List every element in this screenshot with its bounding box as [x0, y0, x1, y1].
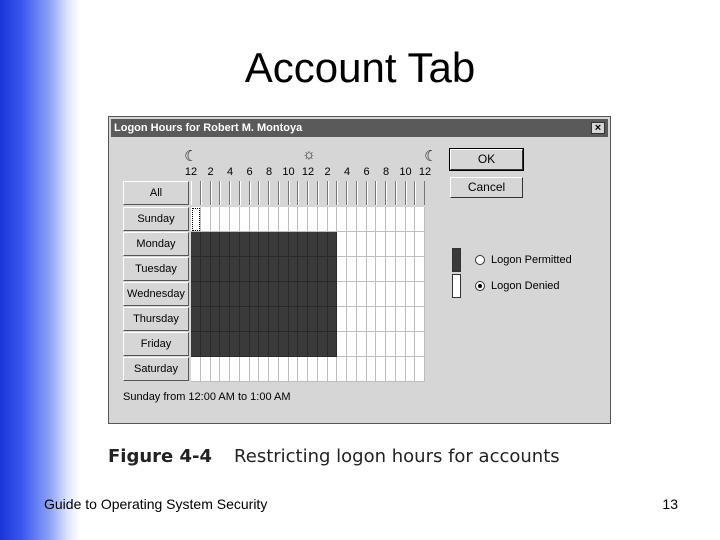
hour-column-header[interactable] [250, 181, 260, 205]
hour-cell[interactable] [240, 257, 250, 282]
hour-cell[interactable] [230, 207, 240, 232]
hour-cell[interactable] [230, 257, 240, 282]
hour-column-header[interactable] [376, 181, 386, 205]
hour-cell[interactable] [250, 357, 260, 382]
hour-cell[interactable] [357, 232, 367, 257]
hour-column-header[interactable] [337, 181, 347, 205]
day-button-saturday[interactable]: Saturday [123, 357, 189, 381]
day-button-thursday[interactable]: Thursday [123, 307, 189, 331]
permitted-swatch [452, 248, 461, 272]
hour-tick-label: 2 [324, 166, 331, 178]
hour-column-header[interactable] [191, 181, 201, 205]
hour-cell[interactable] [367, 282, 377, 307]
hour-cell[interactable] [211, 232, 221, 257]
hour-cell[interactable] [211, 282, 221, 307]
hour-cell[interactable] [318, 307, 328, 332]
hour-cell[interactable] [289, 232, 299, 257]
hour-tick-label: 12 [301, 166, 315, 178]
hour-cell[interactable] [201, 282, 211, 307]
hour-cell[interactable] [308, 332, 318, 357]
hour-column-header[interactable] [279, 181, 289, 205]
hour-column-header[interactable] [406, 181, 416, 205]
hour-cell[interactable] [230, 357, 240, 382]
hour-cell[interactable] [250, 257, 260, 282]
hour-column-header[interactable] [308, 181, 318, 205]
hour-cell[interactable] [376, 207, 386, 232]
hour-cell[interactable] [415, 307, 425, 332]
day-button-monday[interactable]: Monday [123, 232, 189, 256]
hour-cell[interactable] [298, 357, 308, 382]
hour-column-header[interactable] [269, 181, 279, 205]
hour-cell[interactable] [269, 357, 279, 382]
hour-cell[interactable] [337, 332, 347, 357]
hour-cell[interactable] [298, 282, 308, 307]
ok-button[interactable]: OK [450, 149, 523, 170]
hour-column-header[interactable] [220, 181, 230, 205]
logon-permitted-option[interactable] [475, 254, 572, 266]
hour-cell[interactable] [211, 257, 221, 282]
hour-cell[interactable] [347, 257, 357, 282]
hour-cell[interactable] [318, 257, 328, 282]
hour-cell[interactable] [220, 282, 230, 307]
day-button-wednesday[interactable]: Wednesday [123, 282, 189, 306]
hour-cell[interactable] [318, 357, 328, 382]
hour-cell[interactable] [289, 282, 299, 307]
hour-cell[interactable] [308, 282, 318, 307]
hour-cell[interactable] [211, 207, 221, 232]
hour-cell[interactable] [396, 332, 406, 357]
hour-scale [181, 166, 441, 180]
hour-cell[interactable] [308, 257, 318, 282]
hour-cell[interactable] [386, 207, 396, 232]
hour-cell[interactable] [220, 257, 230, 282]
hour-cell[interactable] [367, 357, 377, 382]
hour-cell[interactable] [298, 332, 308, 357]
hour-cell[interactable] [269, 282, 279, 307]
hour-cell[interactable] [367, 207, 377, 232]
close-button[interactable]: × [591, 122, 605, 134]
hour-cell[interactable] [289, 257, 299, 282]
hour-cell[interactable] [347, 282, 357, 307]
hour-cell[interactable] [328, 207, 338, 232]
hour-cell[interactable] [230, 282, 240, 307]
hour-cell[interactable] [386, 257, 396, 282]
hour-cell[interactable] [318, 232, 328, 257]
hour-cell[interactable] [308, 207, 318, 232]
figure-caption-text: Restricting logon hours for accounts [234, 446, 560, 467]
hour-cell[interactable] [318, 282, 328, 307]
hour-cell[interactable] [211, 332, 221, 357]
hour-cell[interactable] [337, 282, 347, 307]
hour-tick-label: 4 [343, 166, 351, 178]
dialog-title: Logon Hours for Robert M. Montoya [114, 122, 303, 134]
hour-tick-label: 6 [363, 166, 370, 178]
hour-cell[interactable] [328, 357, 338, 382]
hour-cell[interactable] [415, 357, 425, 382]
sun-icon: ☼ [302, 146, 316, 163]
hour-tick-label: 10 [282, 166, 295, 178]
hour-cell[interactable] [406, 332, 416, 357]
hour-cell[interactable] [386, 307, 396, 332]
hour-cell[interactable] [376, 257, 386, 282]
hour-cell[interactable] [191, 357, 201, 382]
hour-cell[interactable] [376, 232, 386, 257]
hour-cell[interactable] [279, 307, 289, 332]
hour-cell[interactable] [211, 307, 221, 332]
logon-denied-option[interactable] [475, 280, 560, 292]
hour-cell[interactable] [259, 307, 269, 332]
hour-column-header[interactable] [347, 181, 357, 205]
logon-permitted-radio[interactable] [475, 255, 485, 265]
hour-cell[interactable] [347, 357, 357, 382]
hour-tick-label: 10 [399, 166, 412, 178]
hour-cell[interactable] [396, 257, 406, 282]
hour-cell[interactable] [396, 207, 406, 232]
hour-cell[interactable] [396, 307, 406, 332]
hour-cell[interactable] [191, 282, 201, 307]
hour-cell[interactable] [406, 257, 416, 282]
hour-cell[interactable] [308, 307, 318, 332]
hour-cell[interactable] [250, 332, 260, 357]
hour-cell[interactable] [367, 257, 377, 282]
hour-cell[interactable] [396, 232, 406, 257]
hour-column-header[interactable] [240, 181, 250, 205]
hour-cell[interactable] [406, 207, 416, 232]
hour-cell[interactable] [220, 307, 230, 332]
hour-column-header[interactable] [318, 181, 328, 205]
hour-cell[interactable] [191, 207, 201, 232]
hour-cell[interactable] [230, 232, 240, 257]
hour-column-header[interactable] [415, 181, 425, 205]
hour-column-header[interactable] [396, 181, 406, 205]
logon-permitted-label: Logon Permitted [491, 254, 572, 266]
hour-column-header[interactable] [259, 181, 269, 205]
hour-column-header[interactable] [201, 181, 211, 205]
hour-column-header[interactable] [289, 181, 299, 205]
hour-cell[interactable] [396, 357, 406, 382]
hour-cell[interactable] [289, 207, 299, 232]
hour-cell[interactable] [337, 357, 347, 382]
hour-cell[interactable] [406, 307, 416, 332]
figure-caption [108, 446, 560, 467]
hour-cell[interactable] [298, 307, 308, 332]
hour-cell[interactable] [201, 357, 211, 382]
hour-cell[interactable] [376, 307, 386, 332]
hour-cell[interactable] [415, 332, 425, 357]
hour-cell[interactable] [415, 257, 425, 282]
hour-cell[interactable] [240, 207, 250, 232]
hour-column-header[interactable] [328, 181, 338, 205]
hour-cell[interactable] [357, 332, 367, 357]
hour-column-header[interactable] [367, 181, 377, 205]
hour-cell[interactable] [396, 282, 406, 307]
selection-status: Sunday from 12:00 AM to 1:00 AM [123, 391, 291, 403]
hour-cell[interactable] [328, 332, 338, 357]
hour-cell[interactable] [328, 257, 338, 282]
hour-tick-label: 12 [184, 166, 198, 178]
day-button-sunday[interactable]: Sunday [123, 207, 189, 231]
hour-cell[interactable] [298, 232, 308, 257]
hour-cell[interactable] [279, 207, 289, 232]
hour-cell[interactable] [269, 257, 279, 282]
hour-cell[interactable] [191, 332, 201, 357]
hour-cell[interactable] [259, 257, 269, 282]
slide-title: Account Tab [244, 44, 476, 91]
dialog-titlebar [111, 119, 608, 137]
hour-cell[interactable] [269, 232, 279, 257]
hour-cell[interactable] [220, 207, 230, 232]
hour-cell[interactable] [367, 232, 377, 257]
hour-cell[interactable] [279, 332, 289, 357]
hour-cell[interactable] [386, 357, 396, 382]
hour-cell[interactable] [347, 232, 357, 257]
hour-tick-label: 8 [265, 166, 273, 178]
hour-tick-label: 2 [207, 166, 214, 178]
hour-cell[interactable] [406, 357, 416, 382]
hour-cell[interactable] [376, 282, 386, 307]
hour-cell[interactable] [250, 307, 260, 332]
hour-cell[interactable] [191, 307, 201, 332]
hour-cell[interactable] [220, 357, 230, 382]
hour-cell[interactable] [308, 232, 318, 257]
hour-column-header[interactable] [211, 181, 221, 205]
logon-denied-label: Logon Denied [491, 280, 560, 292]
hour-cell[interactable] [347, 207, 357, 232]
hour-column-header[interactable] [386, 181, 396, 205]
hour-cell[interactable] [328, 232, 338, 257]
hour-cell[interactable] [211, 357, 221, 382]
hour-cell[interactable] [347, 332, 357, 357]
hour-cell[interactable] [289, 357, 299, 382]
hour-cell[interactable] [289, 307, 299, 332]
hour-cell[interactable] [357, 282, 367, 307]
hour-cell[interactable] [386, 332, 396, 357]
footer-title: Guide to Operating System Security [44, 496, 268, 512]
hour-cell[interactable] [240, 332, 250, 357]
hour-cell[interactable] [240, 232, 250, 257]
hour-cell[interactable] [259, 207, 269, 232]
hour-cell[interactable] [230, 332, 240, 357]
hour-tick-label: 8 [382, 166, 390, 178]
hour-cell[interactable] [279, 232, 289, 257]
hour-cell[interactable] [357, 207, 367, 232]
hour-cell[interactable] [337, 257, 347, 282]
hour-cell[interactable] [415, 232, 425, 257]
hour-cell[interactable] [269, 332, 279, 357]
hour-cell[interactable] [406, 232, 416, 257]
hour-cell[interactable] [220, 332, 230, 357]
hour-cell[interactable] [337, 232, 347, 257]
hour-column-header[interactable] [298, 181, 308, 205]
logon-hours-dialog [108, 116, 611, 424]
hour-cell[interactable] [279, 357, 289, 382]
hour-cell[interactable] [367, 307, 377, 332]
day-button-friday[interactable]: Friday [123, 332, 189, 356]
hour-cell[interactable] [269, 307, 279, 332]
hour-cell[interactable] [259, 232, 269, 257]
hour-cell[interactable] [201, 332, 211, 357]
hour-cell[interactable] [318, 207, 328, 232]
page-number: 13 [662, 496, 678, 512]
hour-cell[interactable] [220, 232, 230, 257]
hour-cell[interactable] [328, 282, 338, 307]
hour-cell[interactable] [308, 357, 318, 382]
hour-cell[interactable] [240, 357, 250, 382]
hour-tick-label: 4 [226, 166, 234, 178]
hour-cell[interactable] [415, 207, 425, 232]
moon-icon: ☾ [184, 148, 198, 165]
hour-tick-label: 6 [246, 166, 253, 178]
hour-cell[interactable] [406, 282, 416, 307]
hour-cell[interactable] [357, 307, 367, 332]
hour-cell[interactable] [337, 207, 347, 232]
select-all-button[interactable]: All [123, 181, 189, 205]
hour-cell[interactable] [240, 307, 250, 332]
hour-cell[interactable] [259, 282, 269, 307]
hour-cell[interactable] [298, 257, 308, 282]
hour-cell[interactable] [357, 357, 367, 382]
hour-cell[interactable] [337, 307, 347, 332]
hour-cell[interactable] [289, 332, 299, 357]
moon-icon: ☾ [424, 148, 438, 165]
hour-cell[interactable] [386, 282, 396, 307]
hour-tick-label: 12 [418, 166, 432, 178]
hour-cell[interactable] [201, 307, 211, 332]
denied-swatch [452, 274, 461, 298]
hour-cell[interactable] [367, 332, 377, 357]
hour-cell[interactable] [201, 232, 211, 257]
figure-number: Figure 4-4 [108, 446, 213, 467]
hour-cell[interactable] [318, 332, 328, 357]
hour-cell[interactable] [191, 232, 201, 257]
hour-cell[interactable] [230, 307, 240, 332]
hour-column-header[interactable] [357, 181, 367, 205]
hour-cell[interactable] [376, 332, 386, 357]
hour-cell[interactable] [201, 257, 211, 282]
hour-column-header[interactable] [230, 181, 240, 205]
hour-cell[interactable] [279, 257, 289, 282]
hour-cell[interactable] [347, 307, 357, 332]
hour-cell[interactable] [328, 307, 338, 332]
hour-cell[interactable] [250, 282, 260, 307]
day-button-tuesday[interactable]: Tuesday [123, 257, 189, 281]
logon-denied-radio[interactable] [475, 281, 485, 291]
hour-cell[interactable] [415, 282, 425, 307]
hour-cell[interactable] [298, 207, 308, 232]
hour-cell[interactable] [259, 332, 269, 357]
hour-cell[interactable] [250, 207, 260, 232]
hour-cell[interactable] [279, 282, 289, 307]
hour-cell[interactable] [240, 282, 250, 307]
hour-cell[interactable] [386, 232, 396, 257]
hour-cell[interactable] [357, 257, 367, 282]
hour-cell[interactable] [201, 207, 211, 232]
hour-cell[interactable] [259, 357, 269, 382]
cancel-button[interactable]: Cancel [450, 177, 523, 198]
hour-cell[interactable] [376, 357, 386, 382]
hour-cell[interactable] [250, 232, 260, 257]
hour-cell[interactable] [191, 257, 201, 282]
hour-cell[interactable] [269, 207, 279, 232]
